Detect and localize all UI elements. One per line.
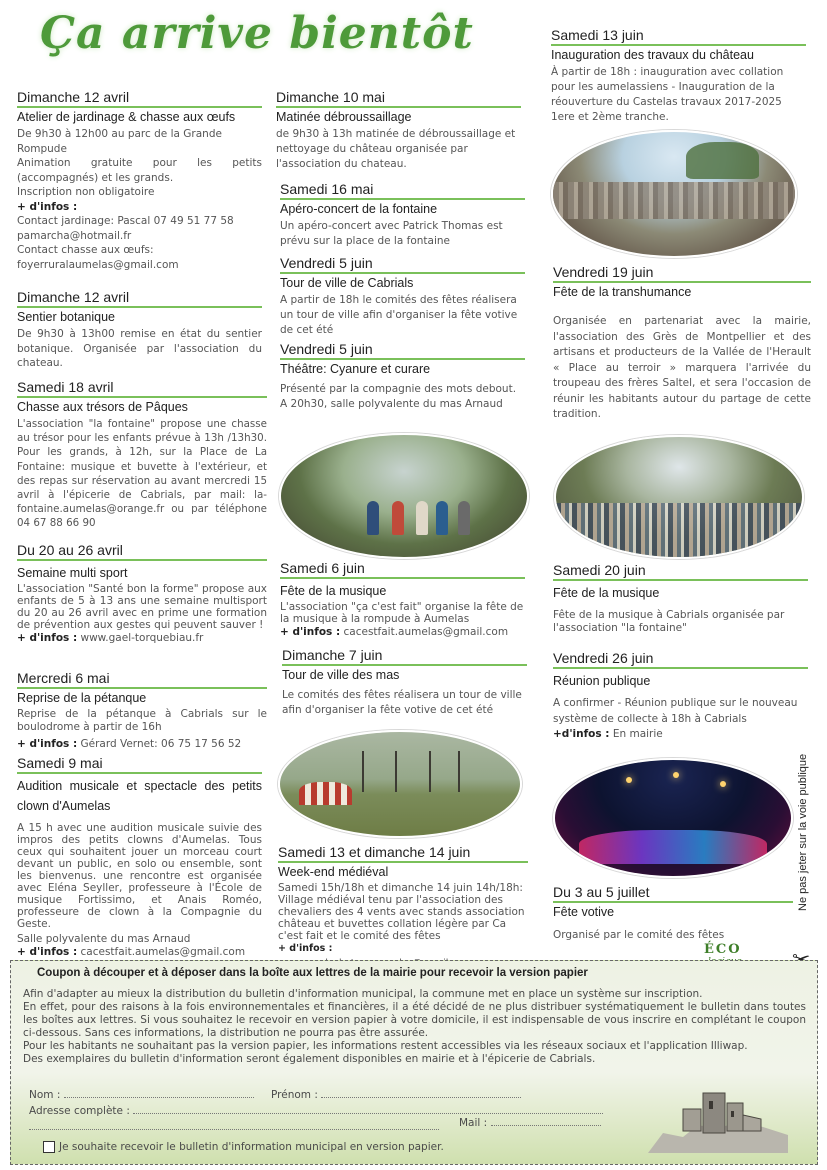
event-info: + d'infos : Contact jardinage: Pascal 07 49 51 77 58 pamarcha@hotmail.fr Contact chasse aux œufs: foyerruralaumelas@gmail.com [17, 200, 234, 271]
event-body: Reprise de la pétanque à Cabrials sur le boulodrome à partir de 16h [17, 708, 267, 733]
event-title: Théâtre: Cyanure et curare [280, 362, 431, 376]
litter-notice: Ne pas jeter sur la voie publique [797, 753, 809, 911]
event-body: Fête de la musique à Cabrials organisée par l'association "la fontaine" [553, 609, 785, 634]
event-title: Tour de ville de Cabrials [280, 276, 414, 290]
event-date: Samedi 6 juin [280, 561, 525, 579]
event-body: L'association "Santé bon la forme" propose aux enfants de 5 à 13 ans une semaine multisport du 20 au 26 avril avec en prime une formation de prévention aux gestes qui peuvent sauver ! [17, 583, 267, 631]
event-info: + d'infos : www.gael-torquebiau.fr [17, 632, 204, 644]
event-body: Un apéro-concert avec Patrick Thomas est prévu sur la place de la fontaine [280, 220, 503, 247]
event-jardinage [17, 90, 262, 272]
adresse-field-line2[interactable] [29, 1120, 439, 1133]
event-sentier [17, 290, 262, 371]
event-info: + d'infos : cacestfait.aumelas@gmail.com [280, 626, 509, 638]
eco-logo: ÉCO [704, 942, 742, 957]
event-date: Samedi 16 mai [280, 182, 525, 200]
event-inauguration [551, 28, 806, 125]
event-date: Dimanche 7 juin [282, 648, 527, 666]
paper-version-checkbox[interactable] [43, 1141, 55, 1153]
event-body: De 9h30 à 13h00 remise en état du sentier botanique. Organisée par l'association du chateau. [17, 328, 262, 369]
event-title: Atelier de jardinage & chasse aux œufs [17, 110, 236, 124]
event-date: Du 3 au 5 juillet [553, 885, 793, 903]
event-title: Apéro-concert de la fontaine [280, 202, 438, 216]
coupon [10, 960, 818, 1165]
event-date: Dimanche 10 mai [276, 90, 521, 108]
event-title: Sentier botanique [17, 310, 115, 324]
event-title: Matinée débroussaillage [276, 110, 412, 124]
event-info: + d'infos : Gérard Vernet: 06 75 17 56 52 [17, 738, 242, 750]
coupon-title: Coupon à découper et à déposer dans la boîte aux lettres de la mairie pour recevoir la version papier [37, 967, 588, 979]
event-date: Dimanche 12 avril [17, 290, 262, 308]
event-body: Le comités des fêtes réalisera un tour de ville afin d'organiser la fête votive de cet été [282, 689, 522, 716]
event-date: Vendredi 19 juin [553, 265, 811, 283]
event-title: Semaine multi sport [17, 566, 128, 580]
event-body: A 15 h avec une audition musicale suivie des impros des petits clowns d'Aumelas. Tous ceux qui souhaitent jouer un morceau court devant un public, en solo ou ensemble, sont les bienvenus. une rencontre est organisée avec Eléna Seyller, professeure à l'École de musique Fortissimo, et Anais Roméo, professeure de clown à la Compagnie du Geste. Salle polyvalente du mas Arnaud [17, 822, 262, 945]
event-date: Dimanche 12 avril [17, 90, 262, 108]
event-fete-musique-cabrials [553, 563, 808, 635]
event-body: À partir de 18h : inauguration avec collation pour les aumelassiens - Inauguration de la réouverture du Castelas travaux 2017-2025 1ere et 2ème tranche. [551, 66, 784, 123]
event-body: Samedi 15h/18h et dimanche 14 juin 14h/18h: Village médiéval tenu par l'association des chevaliers des 4 vents avec stands association château et buvettes collation légère par Ca c'est fait et le comité des fêtes [278, 882, 525, 942]
event-title: Chasse aux trésors de Pâques [17, 400, 188, 414]
event-info: + d'infos : cacestfait.aumelas@gmail.com [17, 946, 246, 958]
event-tour-cabrials [280, 256, 525, 338]
castle-photo [551, 130, 797, 258]
event-body: De 9h30 à 12h00 au parc de la Grande Rompude Animation gratuite pour les petits (accompagnés) et les grands. Inscription non obligatoire [17, 128, 262, 198]
event-title: Reprise de la pétanque [17, 691, 147, 705]
event-fete-votive [553, 885, 793, 943]
medieval-photo [278, 730, 522, 838]
event-body: A partir de 18h le comités des fêtes réalisera un tour de ville afin d'organiser la fête votive de cet été [280, 294, 518, 336]
event-title: Réunion publique [553, 674, 651, 688]
coupon-text: Afin d'adapter au mieux la distribution du bulletin d'information municipal, la commune met en place un système sur inscription. En effet, pour des raisons à la fois environnementales et financières, il a été décidé de ne plus distribuer systématiquement le bulletin dans toutes les boîtes aux lettres. Si vous souhaitez le recevoir en version papier à votre domicile, il est indispensable de vous inscrire en complétant le coupon ci-dessous. Sans ces informations, la distribution ne pourra pas être assurée. Pour les habitants ne souhaitant pas la version papier, les informations restent accessibles via les réseaux sociaux et l'application Illiwap. Des exemplaires du bulletin d'information seront également disponibles en mairie et à l'épicerie de Cabrials. [23, 988, 806, 1065]
event-title: Fête de la musique [280, 584, 387, 598]
event-date: Samedi 13 juin [551, 28, 806, 46]
event-reunion [553, 651, 808, 742]
event-body: Organisé par le comité des fêtes [553, 929, 725, 941]
event-title: Inauguration des travaux du château [551, 48, 754, 62]
event-date: Samedi 13 et dimanche 14 juin [278, 845, 528, 863]
event-paques [17, 380, 267, 531]
event-body: L'association "ça c'est fait" organise la fête de la musique à la rompude à Aumelas [280, 601, 524, 625]
nom-field[interactable]: Nom : [29, 1088, 254, 1101]
event-info: +d'infos : En mairie [553, 728, 663, 740]
event-date: Samedi 20 juin [553, 563, 808, 581]
event-tour-mas [282, 648, 527, 718]
event-date: Vendredi 26 juin [553, 651, 808, 669]
event-petanque [17, 671, 267, 752]
adresse-field[interactable]: Adresse complète : [29, 1104, 603, 1117]
paper-version-label: Je souhaite recevoir le bulletin d'information municipal en version papier. [59, 1141, 444, 1153]
event-body: A confirmer - Réunion publique sur le nouveau système de collecte à 18h à Cabrials [553, 697, 798, 725]
event-medieval [278, 845, 528, 971]
event-title: Audition musicale et spectacle des petits clown d'Aumelas [17, 779, 262, 813]
event-date: Samedi 18 avril [17, 380, 267, 398]
event-audition [17, 756, 262, 960]
event-title: Fête de la musique [553, 586, 660, 600]
event-debroussaillage [276, 90, 521, 172]
event-date: Vendredi 5 juin [280, 342, 525, 360]
dance-photo [279, 433, 529, 559]
event-title: Fête de la transhumance [553, 285, 692, 299]
event-transhumance [553, 265, 811, 423]
night-party-photo [553, 758, 793, 878]
prenom-field[interactable]: Prénom : [271, 1088, 521, 1101]
event-title: Tour de ville des mas [282, 668, 400, 682]
event-info: + d'infos : [278, 943, 333, 954]
event-title: Fête votive [553, 905, 615, 919]
event-body: de 9h30 à 13h matinée de débroussaillage et nettoyage du château organisée par l'association du chateau. [276, 128, 516, 170]
event-fete-musique-aumelas [280, 561, 525, 640]
event-title: Week-end médiéval [278, 865, 389, 879]
event-theatre [280, 342, 525, 412]
village-photo [554, 435, 804, 559]
event-date: Samedi 9 mai [17, 756, 262, 774]
mail-field[interactable]: Mail : [459, 1116, 601, 1129]
event-date: Du 20 au 26 avril [17, 543, 267, 561]
event-body: Présenté par la compagnie des mots debout. A 20h30, salle polyvalente du mas Arnaud [280, 383, 517, 410]
event-body: L'association "la fontaine" propose une chasse au trésor pour les enfants prévue à 13h /13h30. Pour les grands, à 12h, sur la Place de La Fontaine: musique et buvette à l'extérieur, et des repas sur réservation au avant mercredi 15 avril à l'épicerie de Cabrials, par mail: la-fontaine.aumelas@orange.fr ou par téléphone 04 67 88 66 90 [17, 418, 267, 530]
event-apero-concert [280, 182, 525, 249]
event-multisport [17, 543, 267, 646]
event-date: Mercredi 6 mai [17, 671, 267, 689]
page-title: Ça arrive bientôt [40, 8, 474, 59]
castle-sketch-illustration [643, 1075, 793, 1155]
event-date: Vendredi 5 juin [280, 256, 525, 274]
event-body: Organisée en partenariat avec la mairie, l'association des Grès de Montpellier et des artisans et producteurs de la Vallée de l'Herault « Place au terroir » marquera l'arrivée du troupeau des frères Saltel, et sera l'occasion de réunir les habitants autour du partage de cette tradition. [553, 315, 811, 420]
